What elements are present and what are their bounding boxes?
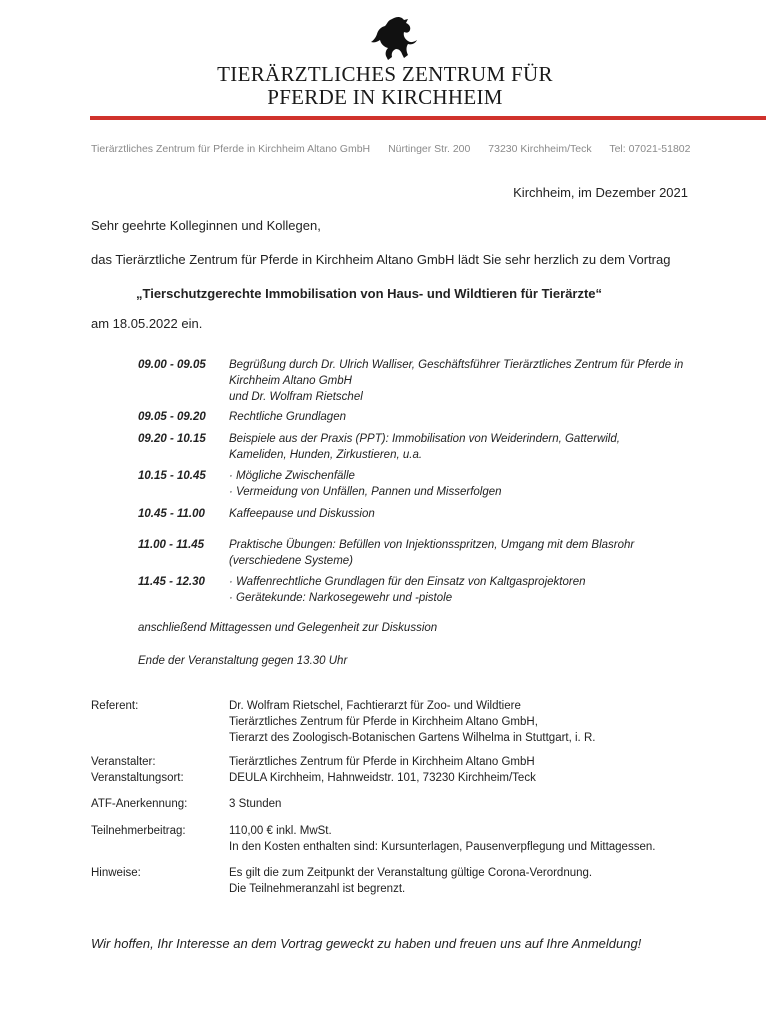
referent-line: Dr. Wolfram Rietschel, Fachtierarzt für Zoo- und Wildtiere xyxy=(229,700,521,712)
schedule-line: · Mögliche Zwischenfälle xyxy=(229,470,355,482)
schedule-description xyxy=(229,357,709,405)
ort-label: Veranstaltungsort: xyxy=(91,772,184,784)
salutation: Sehr geehrte Kolleginnen und Kollegen, xyxy=(91,218,321,233)
lecture-title: „Tierschutzgerechte Immobilisation von Haus- und Wildtieren für Tierärzte“ xyxy=(136,286,603,301)
veranstalter-label-text: Veranstalter: xyxy=(91,756,156,768)
schedule-time: 11.45 - 12.30 xyxy=(138,576,205,588)
schedule-line: · Vermeidung von Unfällen, Pannen und Misserfolgen xyxy=(229,486,502,498)
schedule-line: (verschiedene Systeme) xyxy=(229,555,353,567)
schedule-description xyxy=(229,537,709,569)
schedule-description xyxy=(229,468,709,500)
letter-date: Kirchheim, im Dezember 2021 xyxy=(513,185,688,200)
horse-logo-icon xyxy=(364,14,424,64)
fee-value xyxy=(229,823,655,855)
atf-value: 3 Stunden xyxy=(229,798,282,810)
schedule-time: 09.20 - 10.15 xyxy=(138,433,206,445)
schedule-time: 09.00 - 09.05 xyxy=(138,359,206,371)
fee-line: In den Kosten enthalten sind: Kursunterlagen, Pausenverpflegung und Mittagessen. xyxy=(229,841,656,853)
schedule-description xyxy=(229,409,709,425)
schedule-line: Kirchheim Altano GmbH xyxy=(229,375,352,387)
hints-value xyxy=(229,865,592,897)
schedule-line: Beispiele aus der Praxis (PPT): Immobilisation von Weiderindern, Gatterwild, xyxy=(229,433,620,445)
sender-city: 73230 Kirchheim/Teck xyxy=(488,143,592,155)
sender-street: Nürtinger Str. 200 xyxy=(388,143,471,155)
schedule-line: und Dr. Wolfram Rietschel xyxy=(229,391,363,403)
schedule-line: Begrüßung durch Dr. Ulrich Walliser, Geschäftsführer Tierärztliches Zentrum für Pferde in xyxy=(229,359,684,371)
veranstalter-value xyxy=(229,754,536,786)
atf-label: ATF-Anerkennung: xyxy=(91,798,188,810)
schedule-line: Rechtliche Grundlagen xyxy=(229,411,346,423)
end-note: Ende der Veranstaltung gegen 13.30 Uhr xyxy=(138,655,348,667)
event-date: am 18.05.2022 ein. xyxy=(91,316,203,331)
schedule-time: 10.45 - 11.00 xyxy=(138,508,205,520)
schedule-time: 11.00 - 11.45 xyxy=(138,539,205,551)
schedule-time: 09.05 - 09.20 xyxy=(138,411,206,423)
schedule-line: Praktische Übungen: Befüllen von Injektionsspritzen, Umgang mit dem Blasrohr xyxy=(229,539,635,551)
schedule-description xyxy=(229,574,709,606)
fee-line: 110,00 € inkl. MwSt. xyxy=(229,825,332,837)
sender-name: Tierärztliches Zentrum für Pferde in Kirchheim Altano GmbH xyxy=(91,143,371,155)
closing-sentence: Wir hoffen, Ihr Interesse an dem Vortrag geweckt zu haben und freuen uns auf Ihre Anmeldung! xyxy=(91,936,642,951)
hints-line: Die Teilnehmeranzahl ist begrenzt. xyxy=(229,883,406,895)
sender-phone: Tel: 07021-51802 xyxy=(609,143,691,155)
referent-label: Referent: xyxy=(91,700,139,712)
schedule-line: · Waffenrechtliche Grundlagen für den Einsatz von Kaltgasprojektoren xyxy=(229,576,586,588)
referent-line: Tierärztliches Zentrum für Pferde in Kirchheim Altano GmbH, xyxy=(229,716,538,728)
schedule-line: Kameliden, Hunden, Zirkustieren, u.a. xyxy=(229,449,423,461)
schedule-description xyxy=(229,431,709,463)
hints-line: Es gilt die zum Zeitpunkt der Veranstaltung gültige Corona-Verordnung. xyxy=(229,867,593,879)
referent-value xyxy=(229,698,595,746)
veranstalter-label xyxy=(91,754,184,786)
schedule-time: 10.15 - 10.45 xyxy=(138,470,206,482)
veranstalter-value-text: Tierärztliches Zentrum für Pferde in Kirchheim Altano GmbH xyxy=(229,756,535,768)
schedule-description xyxy=(229,506,709,522)
after-note: anschließend Mittagessen und Gelegenheit zur Diskussion xyxy=(138,622,438,634)
clinic-name-line1: TIERÄRZTLICHES ZENTRUM FÜR xyxy=(217,62,553,86)
schedule-line: Kaffeepause und Diskussion xyxy=(229,508,375,520)
ort-value: DEULA Kirchheim, Hahnweidstr. 101, 73230 Kirchheim/Teck xyxy=(229,772,536,784)
sender-address-line xyxy=(91,143,705,155)
fee-label: Teilnehmerbeitrag: xyxy=(91,825,186,837)
hints-label: Hinweise: xyxy=(91,867,141,879)
referent-line: Tierarzt des Zoologisch-Botanischen Gartens Wilhelma in Stuttgart, i. R. xyxy=(229,732,596,744)
clinic-name-line2: PFERDE IN KIRCHHEIM xyxy=(267,85,503,109)
intro-text: das Tierärztliche Zentrum für Pferde in Kirchheim Altano GmbH lädt Sie sehr herzlich zu dem Vortrag xyxy=(91,252,671,267)
letterhead-divider xyxy=(90,116,766,120)
schedule-line: · Gerätekunde: Narkosegewehr und -pistole xyxy=(229,592,453,604)
